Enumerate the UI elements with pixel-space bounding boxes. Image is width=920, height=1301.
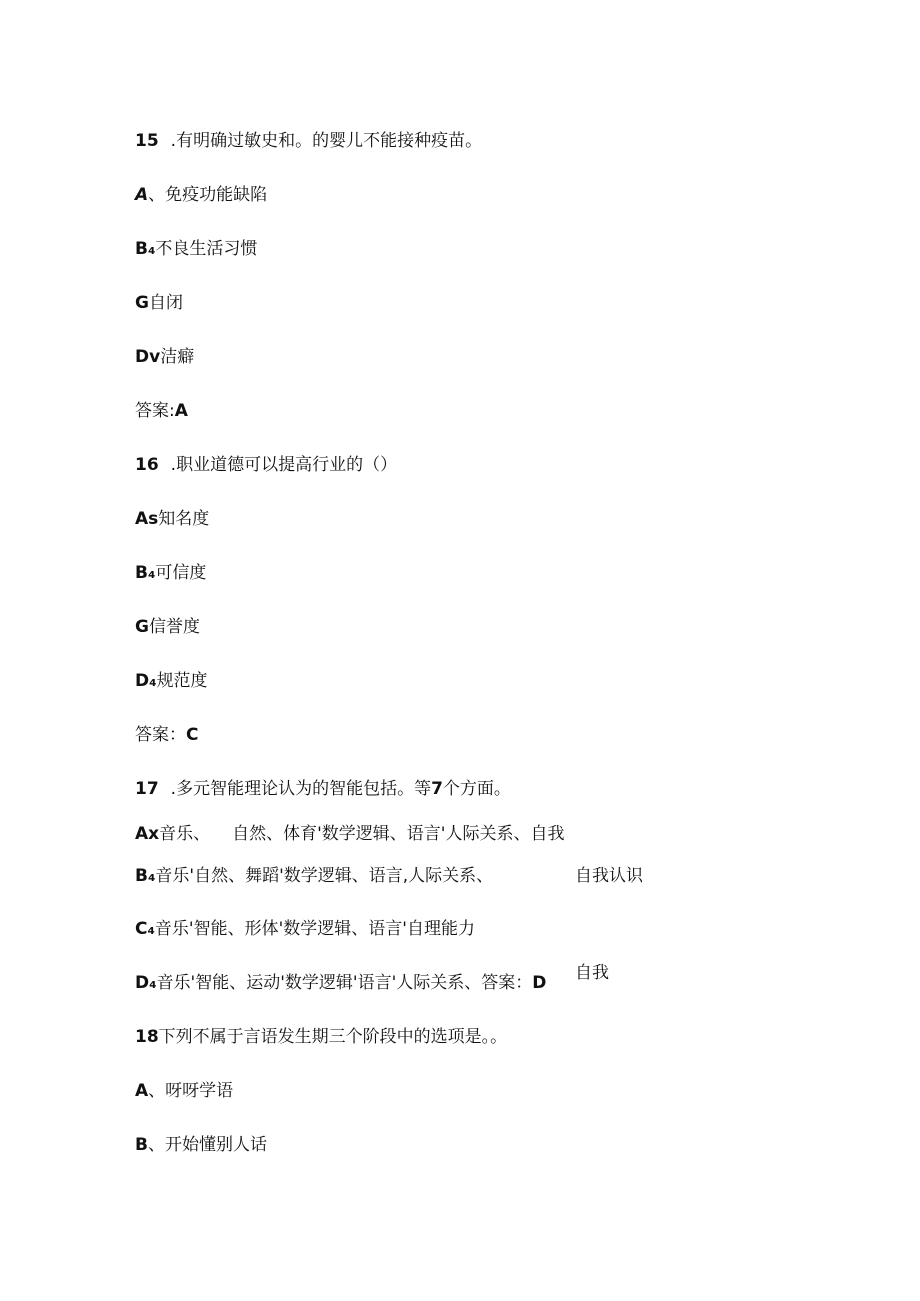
- option-text: 音乐'智能、运动'数学逻辑'语言'人际关系、答案：: [156, 973, 533, 993]
- answer-label: 答案:: [135, 401, 175, 421]
- option-key: B: [135, 1135, 148, 1155]
- option-text: 自闭: [148, 293, 183, 313]
- option-a: [135, 1080, 233, 1102]
- option-key: D₄: [135, 973, 157, 993]
- option-key: Ax: [135, 824, 160, 844]
- question-number: 15: [135, 131, 159, 151]
- option-key: B₄: [135, 239, 156, 259]
- option-d: [135, 670, 208, 692]
- answer-value: A: [174, 401, 188, 421]
- answer-value: D: [532, 973, 547, 993]
- option-key: B₄: [135, 563, 156, 583]
- option-text: 音乐、: [159, 824, 211, 844]
- option-a: [135, 508, 209, 530]
- option-text: 、呀呀学语: [148, 1081, 234, 1101]
- option-text: 、开始懂别人话: [147, 1135, 267, 1155]
- question-count: 7: [431, 779, 443, 799]
- question-text: .有明确过敏史和。的婴儿不能接种疫苗。: [170, 131, 483, 151]
- answer-label: 答案：: [135, 725, 186, 745]
- question-number: 18: [135, 1027, 159, 1047]
- option-key: Dv: [135, 347, 161, 367]
- option-d: [135, 972, 546, 994]
- question-number: 17: [135, 779, 159, 799]
- option-text: 音乐'自然、舞蹈'数学逻辑、语言,人际关系、: [155, 866, 494, 886]
- option-text: 规范度: [156, 671, 208, 691]
- question-text: .多元智能理论认为的智能包括。等: [170, 779, 432, 799]
- option-key: As: [135, 509, 159, 529]
- option-c: [135, 616, 200, 638]
- question-text: 下列不属于言语发生期三个阶段中的选项是。。: [158, 1027, 508, 1047]
- option-b: [135, 562, 206, 584]
- option-d-tail: 自我: [575, 963, 609, 983]
- answer-value: C: [186, 725, 199, 745]
- option-text: 不良生活习惯: [155, 239, 258, 259]
- option-b: [135, 1134, 267, 1156]
- option-b: [135, 238, 257, 260]
- option-text-cont: 自然、体育'数学逻辑、语言'人际关系、自我: [232, 824, 565, 844]
- option-key: C₄: [135, 919, 155, 939]
- question-16: [135, 454, 397, 476]
- answer-line: [135, 724, 198, 746]
- option-key: G: [135, 617, 149, 637]
- option-c: [135, 292, 183, 314]
- option-text: 音乐'智能、形体'数学逻辑、语言'自理能力: [154, 919, 475, 939]
- option-text: 、免疫功能缺陷: [148, 185, 268, 205]
- question-15: [135, 130, 482, 152]
- option-text: 知名度: [158, 509, 210, 529]
- option-key: G: [135, 293, 149, 313]
- option-key: D₄: [135, 671, 157, 691]
- question-text: .职业道德可以提高行业的（）: [170, 455, 398, 475]
- option-key: A: [135, 1081, 149, 1101]
- option-a: [135, 823, 564, 845]
- option-key: B₄: [135, 866, 156, 886]
- question-number: 16: [135, 455, 159, 475]
- option-text: 洁癖: [160, 347, 195, 367]
- option-a: [135, 184, 267, 206]
- option-b: [135, 865, 493, 887]
- option-text: 可信度: [155, 563, 207, 583]
- option-text: 信誉度: [148, 617, 200, 637]
- option-d: [135, 346, 194, 368]
- option-c: [135, 918, 475, 940]
- question-18: [135, 1026, 507, 1048]
- question-text-end: 个方面。: [442, 779, 511, 799]
- option-b-tail: 自我认识: [575, 866, 643, 886]
- answer-line: [135, 400, 188, 422]
- option-key: A: [135, 185, 149, 205]
- question-17: [135, 778, 511, 800]
